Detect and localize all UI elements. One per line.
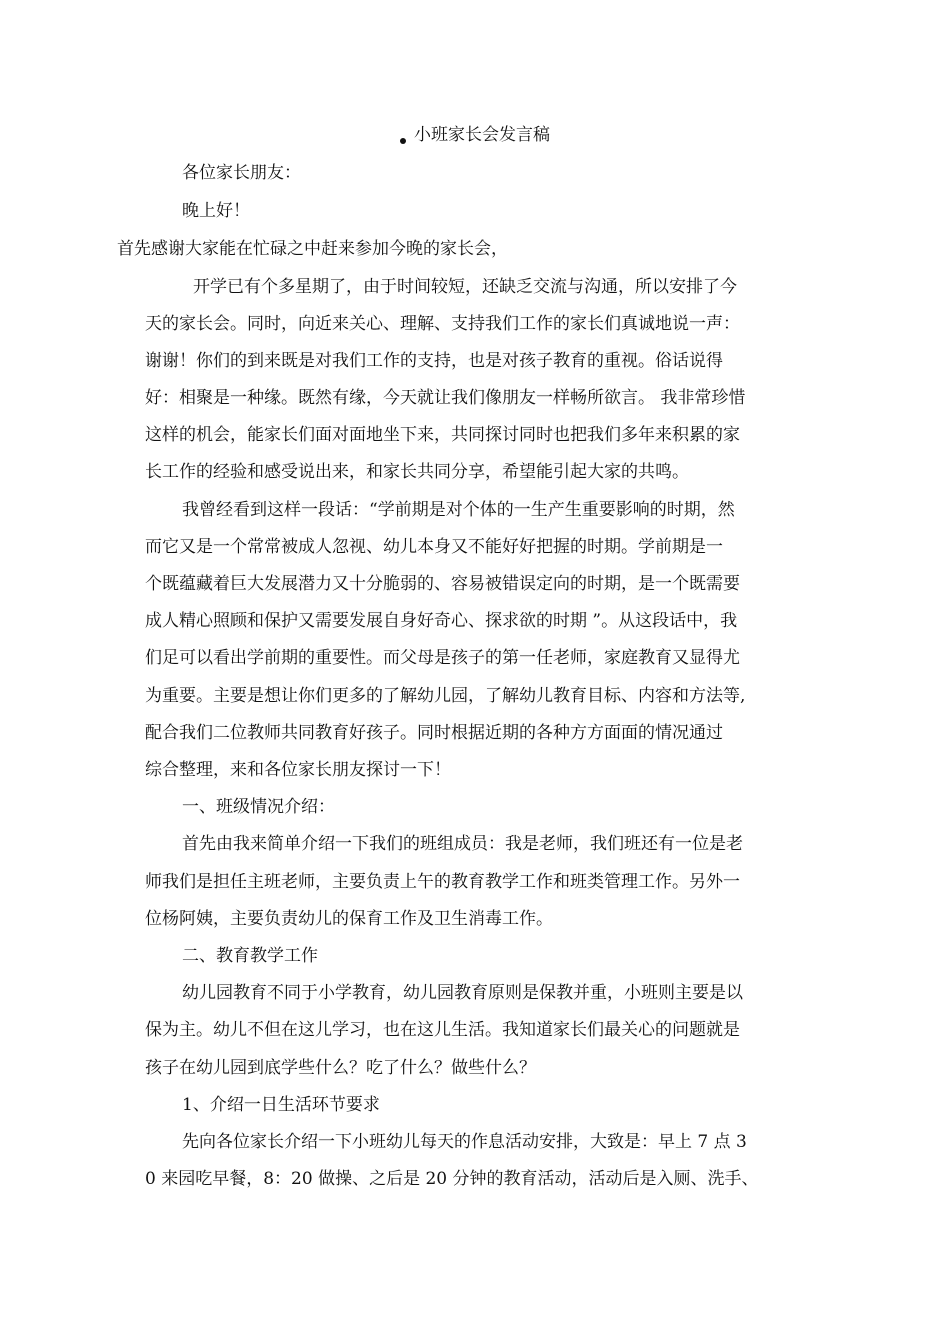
paragraph-line: 首先感谢大家能在忙碌之中赶来参加今晚的家长会， — [117, 239, 508, 259]
paragraph-line: 们足可以看出学前期的重要性。而父母是孩子的第一任老师，家庭教育又显得尤 — [145, 648, 740, 668]
paragraph-line: 为重要。主要是想让你们更多的了解幼儿园，了解幼儿教育目标、内容和方法等, — [145, 686, 746, 706]
paragraph-line: 保为主。幼儿不但在这儿学习，也在这儿生活。我知道家长们最关心的问题就是 — [145, 1020, 740, 1040]
paragraph-line: 天的家长会。同时，向近来关心、理解、支持我们工作的家长们真诚地说一声： — [145, 314, 740, 334]
greeting-line: 晚上好！ — [182, 201, 250, 221]
paragraph-line: 先向各位家长介绍一下小班幼儿每天的作息活动安排，大致是：早上 7 点 3 — [182, 1132, 747, 1152]
paragraph-line: 孩子在幼儿园到底学些什么？吃了什么？做些什么？ — [145, 1058, 536, 1078]
greeting-line: 各位家长朋友： — [182, 163, 301, 183]
title-text: 小班家长会发言稿 — [414, 125, 550, 145]
section-heading: 二、教育教学工作 — [182, 946, 318, 966]
paragraph-line: 配合我们二位教师共同教育好孩子。同时根据近期的各种方方面面的情况通过 — [145, 723, 723, 743]
bullet-icon — [400, 138, 406, 144]
paragraph-line: 好：相聚是一种缘。既然有缘，今天就让我们像朋友一样畅所欲言。 我非常珍惜 — [145, 388, 746, 408]
paragraph-line: 我曾经看到这样一段话：“学前期是对个体的一生产生重要影响的时期，然 — [182, 500, 735, 520]
subsection-heading: 1、介绍一日生活环节要求 — [182, 1095, 380, 1115]
paragraph-line: 综合整理，来和各位家长朋友探讨一下！ — [145, 760, 451, 780]
paragraph-line: 首先由我来简单介绍一下我们的班组成员：我是老师，我们班还有一位是老 — [182, 834, 743, 854]
paragraph-line: 长工作的经验和感受说出来，和家长共同分享，希望能引起大家的共鸣。 — [145, 462, 689, 482]
paragraph-line: 而它又是一个常常被成人忽视、幼儿本身又不能好好把握的时期。学前期是一 — [145, 537, 723, 557]
paragraph-line: 开学已有个多星期了，由于时间较短，还缺乏交流与沟通，所以安排了今 — [193, 277, 737, 297]
paragraph-line: 0 来园吃早餐，8：20 做操、之后是 20 分钟的教育活动，活动后是入厕、洗手、 — [145, 1169, 759, 1189]
section-heading: 一、班级情况介绍： — [182, 797, 335, 817]
paragraph-line: 这样的机会，能家长们面对面地坐下来，共同探讨同时也把我们多年来积累的家 — [145, 425, 740, 445]
paragraph-line: 位杨阿姨，主要负责幼儿的保育工作及卫生消毒工作。 — [145, 909, 553, 929]
paragraph-line: 谢谢！你们的到来既是对我们工作的支持，也是对孩子教育的重视。俗话说得 — [145, 351, 723, 371]
paragraph-line: 师我们是担任主班老师，主要负责上午的教育教学工作和班类管理工作。另外一 — [145, 872, 740, 892]
paragraph-line: 成人精心照顾和保护又需要发展自身好奇心、探求欲的时期 ”。从这段话中，我 — [145, 611, 738, 631]
paragraph-line: 个既蕴藏着巨大发展潜力又十分脆弱的、容易被错误定向的时期，是一个既需要 — [145, 574, 740, 594]
paragraph-line: 幼儿园教育不同于小学教育，幼儿园教育原则是保教并重，小班则主要是以 — [182, 983, 743, 1003]
document-title — [0, 120, 950, 145]
